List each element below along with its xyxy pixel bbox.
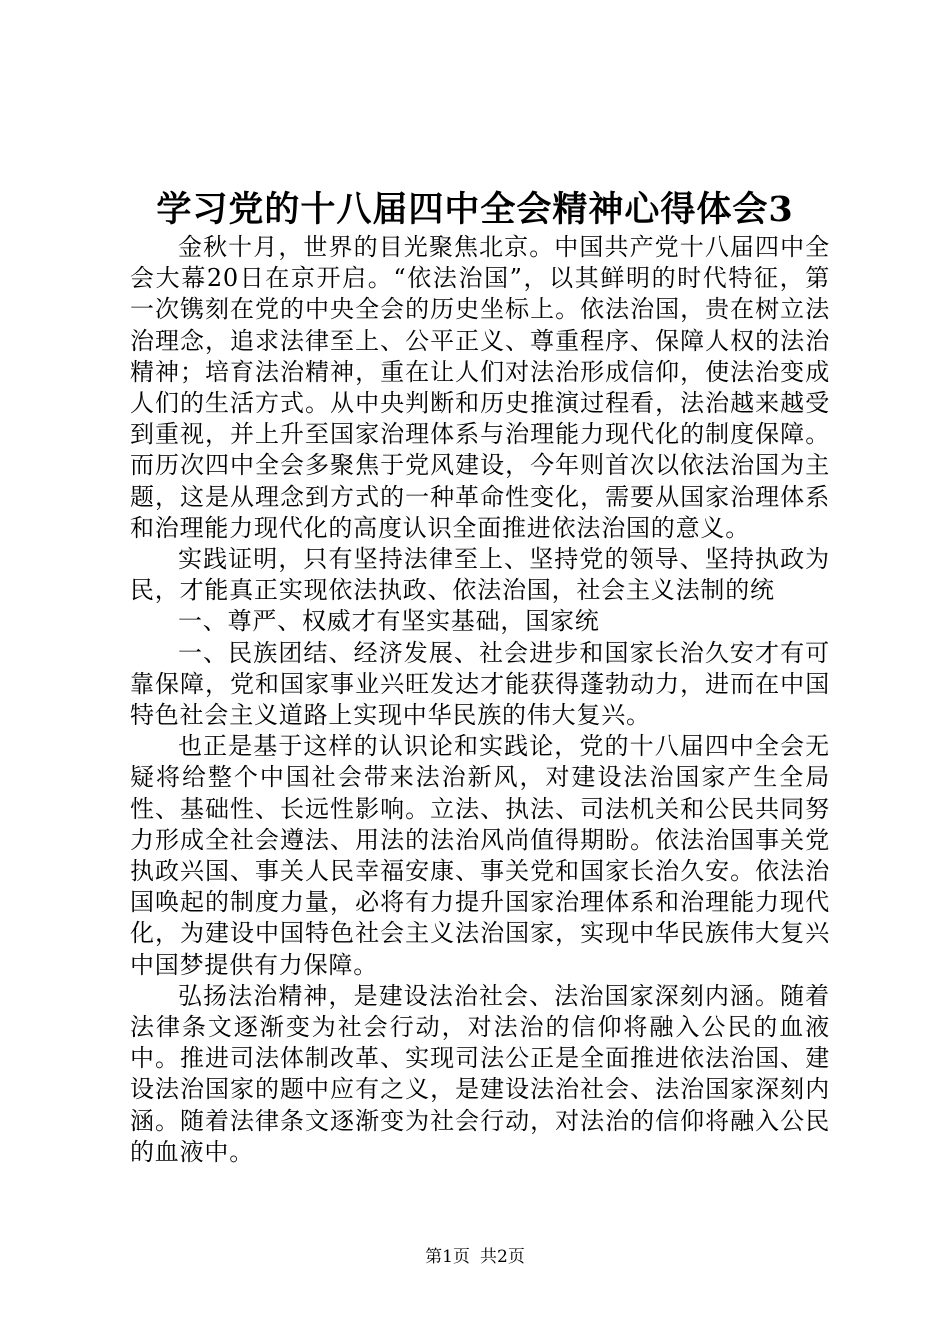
page-footer: [0, 1245, 950, 1269]
page-number: 第1页: [425, 1247, 470, 1267]
paragraph-6: 弘扬法治精神，是建设法治社会、法治国家深刻内涵。随着法律条文逐渐变为社会行动，对法治的信仰将融入公民的血液中。推进司法体制改革、实现司法公正是全面推进依法治国、建设法治国家的题中应有之义，是建设法治社会、法治国家深刻内涵。随着法律条文逐渐变为社会行动，对法治的信仰将融入公民的血液中。: [130, 981, 830, 1166]
paragraph-4: 一、民族团结、经济发展、社会进步和国家长治久安才有可靠保障，党和国家事业兴旺发达才能获得蓬勃动力，进而在中国特色社会主义道路上实现中华民族的伟大复兴。: [130, 638, 830, 730]
paragraph-5: 也正是基于这样的认识论和实践论，党的十八届四中全会无疑将给整个中国社会带来法治新风，对建设法治国家产生全局性、基础性、长远性影响。立法、执法、司法机关和公民共同努力形成全社会遵法、用法的法治风尚值得期盼。依法治国事关党执政兴国、事关人民幸福安康、事关党和国家长治久安。依法治国唤起的制度力量，必将有力提升国家治理体系和治理能力现代化，为建设中国特色社会主义法治国家，实现中华民族伟大复兴中国梦提供有力保障。: [130, 732, 830, 979]
page-count: 共2页: [480, 1247, 525, 1267]
paragraph-3: 一、尊严、权威才有坚实基础，国家统: [178, 607, 600, 636]
document-title: 学习党的十八届四中全会精神心得体会3: [156, 189, 794, 230]
paragraph-1: 金秋十月，世界的目光聚焦北京。中国共产党十八届四中全会大幕20日在京开启。“依法治国”，以其鲜明的时代特征，第一次镌刻在党的中央全会的历史坐标上。依法治国，贵在树立法治理念，追求法律至上、公平正义、尊重程序、保障人权的法治精神；培育法治精神，重在让人们对法治形成信仰，使法治变成人们的生活方式。从中央判断和历史推演过程看，法治越来越受到重视，并上升至国家治理体系与治理能力现代化的制度保障。而历次四中全会多聚焦于党风建设，今年则首次以依法治国为主题，这是从理念到方式的一种革命性变化，需要从国家治理体系和治理能力现代化的高度认识全面推进依法治国的意义。: [130, 233, 830, 542]
paragraph-2: 实践证明，只有坚持法律至上、坚持党的领导、坚持执政为民，才能真正实现依法执政、依法治国，社会主义法制的统: [130, 545, 830, 605]
document-body: [130, 232, 830, 1168]
